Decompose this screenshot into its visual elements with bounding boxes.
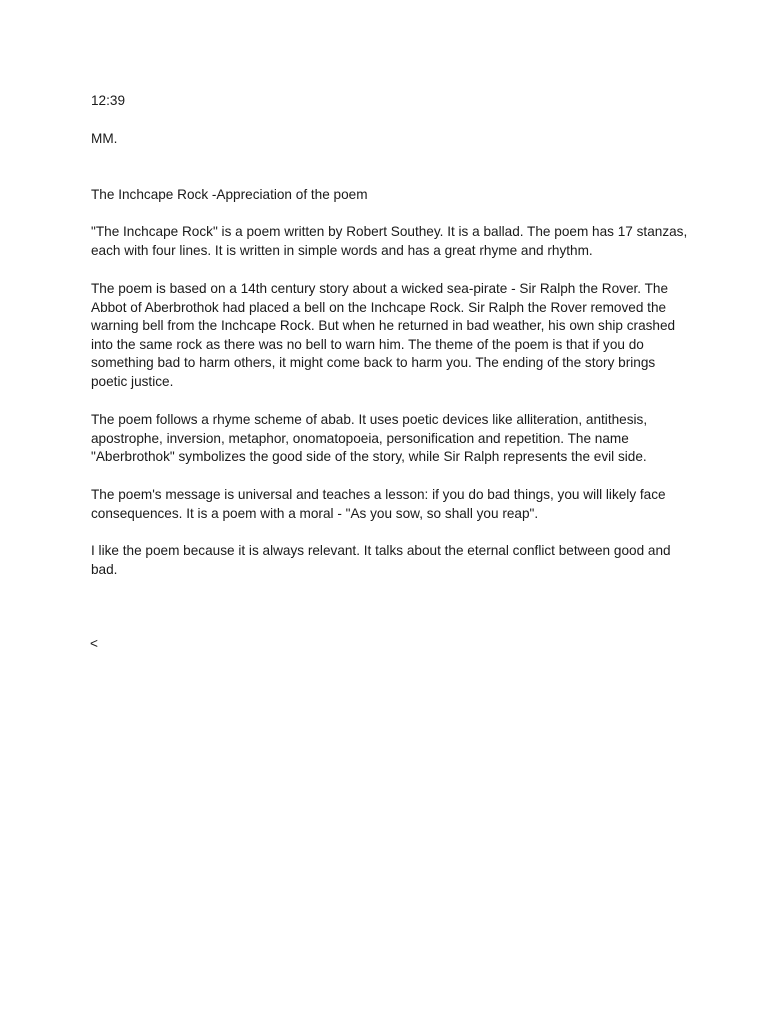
status-time: 12:39 [91, 93, 126, 108]
document-title: The Inchcape Rock -Appreciation of the poem [91, 187, 368, 202]
user-initials: MM. [91, 131, 118, 146]
paragraph-intro: "The Inchcape Rock" is a poem written by Robert Southey. It is a ballad. The poem has 17 stanzas, each with four lines. It is written in simple words and has a great rhyme and rhythm. [91, 224, 688, 258]
paragraph-story: The poem is based on a 14th century story about a wicked sea-pirate - Sir Ralph the Rover. The Abbot of Aberbrothok had placed a bell on the Inchcape Rock. Sir Ralph the Rover removed the warning bell from the Inchcape Rock. But when he returned in bad weather, his own ship crashed into the same rock as there was no bell to warn him. The theme of the poem is that if you do something bad to harm others, it might come back to harm you. The ending of the story brings poetic justice. [91, 281, 676, 389]
paragraph-message: The poem's message is universal and teaches a lesson: if you do bad things, you will likely face consequences. It is a poem with a moral - "As you sow, so shall you reap". [91, 487, 666, 521]
paragraph-devices: The poem follows a rhyme scheme of abab. It uses poetic devices like alliteration, antithesis, apostrophe, inversion, metaphor, onomatopoeia, personification and repetition. The name "Aberbrothok" symbolizes the good side of the story, while Sir Ralph represents the evil side. [91, 412, 648, 465]
paragraph-opinion: I like the poem because it is always relevant. It talks about the eternal conflict between good and bad. [91, 543, 671, 577]
back-button[interactable]: < [90, 636, 98, 651]
